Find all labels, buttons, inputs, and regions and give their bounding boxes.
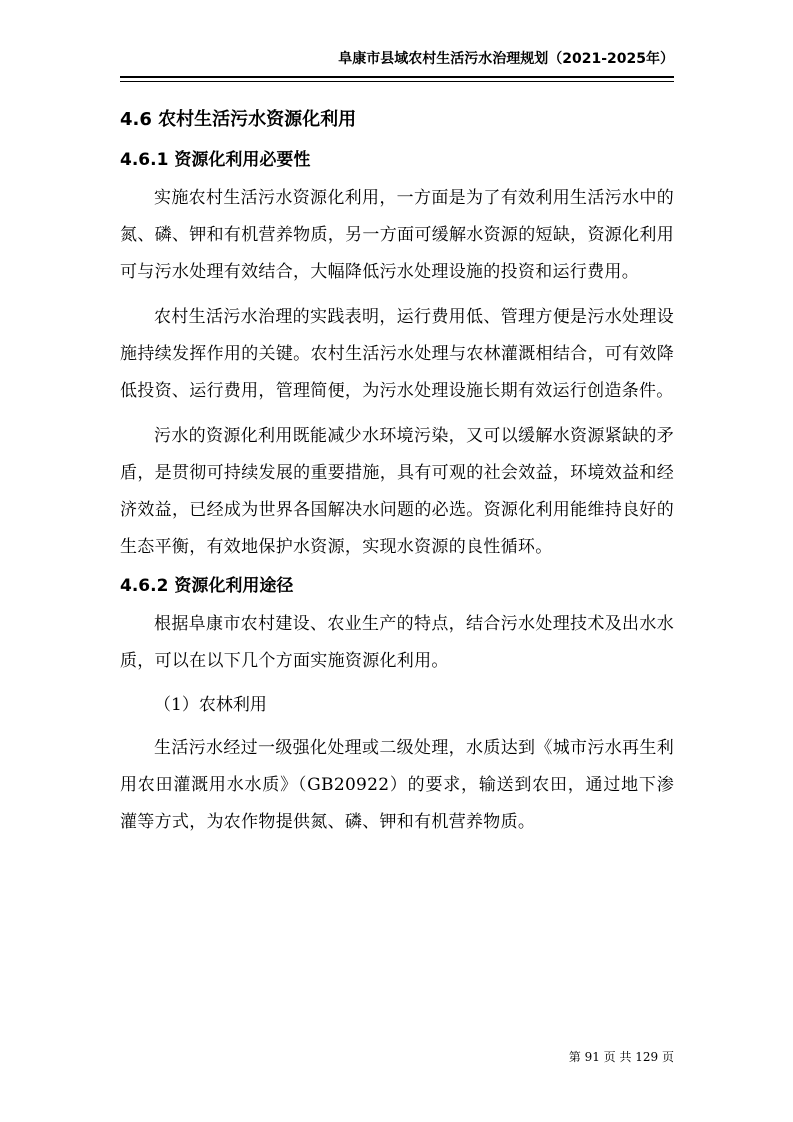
paragraph: 实施农村生活污水资源化利用，一方面是为了有效利用生活污水中的氮、磷、钾和有机营养物质，另一方面可缓解水资源的短缺，资源化利用可与污水处理有效结合，大幅降低污水处理设施的投资和运行费用。 [120,188,674,282]
list-item-label: （1）农林利用 [154,695,267,715]
subsection-heading-1: 4.6.1 资源化利用必要性 [120,150,311,170]
paragraph: 根据阜康市农村建设、农业生产的特点，结合污水处理技术及出水水质，可以在以下几个方面实施资源化利用。 [120,614,674,671]
paragraph: 农村生活污水治理的实践表明，运行费用低、管理方便是污水处理设施持续发挥作用的关键。农村生活污水处理与农林灌溉相结合，可有效降低投资、运行费用，管理简便，为污水处理设施长期有效运行创造条件。 [120,307,674,401]
subsection-heading-2: 4.6.2 资源化利用途径 [120,576,294,596]
running-header: 阜康市县域农村生活污水治理规划（2021-2025年） [338,51,674,67]
section-heading: 4.6 农村生活污水资源化利用 [120,109,357,130]
header-rule-thick [120,76,674,78]
page-number: 第 91 页 共 129 页 [568,1050,674,1064]
paragraph: 污水的资源化利用既能减少水环境污染，又可以缓解水资源紧缺的矛盾，是贯彻可持续发展的重要措施，具有可观的社会效益，环境效益和经济效益，已经成为世界各国解决水问题的必选。资源化利用能维持良好的生态平衡，有效地保护水资源，实现水资源的良性循环。 [120,426,674,557]
paragraph: 生活污水经过一级强化处理或二级处理，水质达到《城市污水再生利用农田灌溉用水水质》（GB20922）的要求，输送到农田，通过地下渗灌等方式，为农作物提供氮、磷、钾和有机营养物质。 [120,738,674,832]
page-body [120,100,674,841]
header-rule-thin [120,81,674,82]
